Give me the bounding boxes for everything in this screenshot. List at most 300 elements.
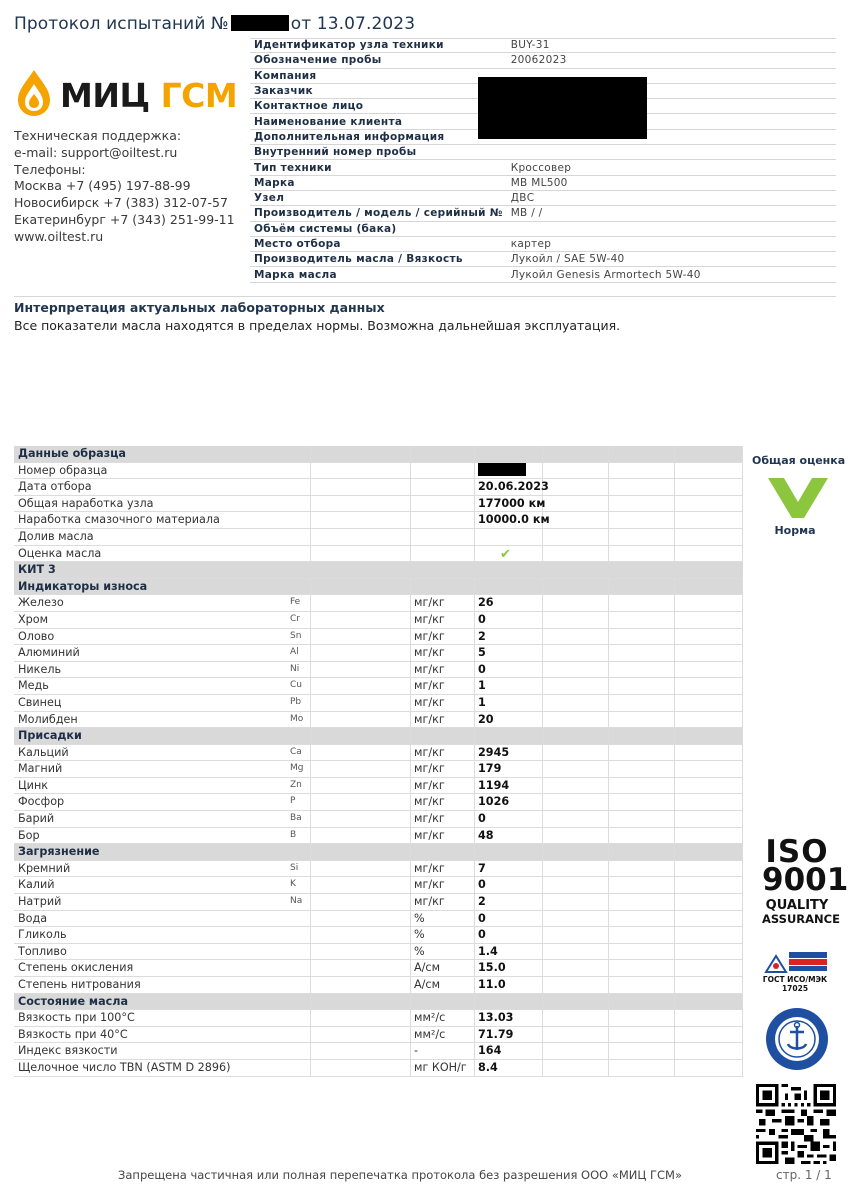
grid-line [608,894,609,910]
info-value [507,221,836,236]
row-unit: мг/кг [414,629,445,643]
row-value: 48 [478,828,494,842]
grid-line [474,479,475,495]
grid-line [410,1010,411,1026]
grid-line [674,612,675,628]
grid-line [542,778,543,794]
grid-line [410,894,411,910]
row-label: Калий [18,878,55,892]
grid-line [542,960,543,976]
info-label: Дополнительная информация [250,129,507,144]
grid-line [310,629,311,645]
row-value: 0 [478,662,486,676]
contacts-block [14,128,235,246]
row-label: Общая наработка узла [18,496,154,510]
grid-line [742,695,743,711]
grid-line [410,546,411,562]
redaction-block [231,15,289,31]
row-value: 0 [478,928,486,942]
grid-line [674,778,675,794]
grid-line [310,446,311,462]
row-unit: мг/кг [414,712,445,726]
grid-line [410,463,411,479]
info-label: Тип техники [250,160,507,175]
grid-line [310,678,311,694]
grid-line [674,1060,675,1076]
qr-code[interactable] [756,1084,836,1164]
grid-line [474,712,475,728]
grid-line [410,977,411,993]
section-header [14,728,743,745]
table-row [14,629,743,646]
grid-line [742,844,743,860]
info-label: Наименование клиента [250,114,507,129]
grid-line [742,1043,743,1059]
row-unit: мг/кг [414,895,445,909]
row-label: Магний [18,762,63,776]
table-row [14,745,743,762]
grid-line [742,678,743,694]
table-row [14,1010,743,1027]
grid-line [474,894,475,910]
grid-line [474,678,475,694]
grid-line [474,1043,475,1059]
grid-line [608,728,609,744]
grid-line [742,811,743,827]
grid-line [474,761,475,777]
grid-line [474,844,475,860]
assessment-status: Норма [774,524,816,537]
info-value: Лукойл Genesis Armortech 5W-40 [507,267,836,282]
grid-line [608,745,609,761]
grid-line [474,960,475,976]
brand-name: МИЦ ГСМ [60,76,238,115]
grid-line [608,612,609,628]
grid-line [742,728,743,744]
table-row [14,463,743,480]
row-unit: мг/кг [414,828,445,842]
info-value: BUY-31 [507,38,836,53]
grid-line [474,1060,475,1076]
table-row [14,828,743,845]
contact-phone: Екатеринбург +7 (343) 251-99-11 [14,211,235,227]
grid-line [474,695,475,711]
row-label: Вязкость при 100°С [18,1011,135,1025]
assessment-title: Общая оценка [752,454,846,467]
row-label: Долив масла [18,529,94,543]
row-value: 20.06.2023 [478,480,549,494]
grid-line [674,894,675,910]
grid-line [674,944,675,960]
info-row [250,267,836,282]
row-label: Топливо [18,944,67,958]
grid-line [310,811,311,827]
row-label: Олово [18,629,55,643]
grid-line [310,794,311,810]
grid-line [474,794,475,810]
grid-line [474,629,475,645]
grid-line [674,794,675,810]
grid-line [542,446,543,462]
grid-line [310,894,311,910]
row-unit: мм²/с [414,1011,446,1025]
section-title: Загрязнение [18,845,100,859]
row-value: 2 [478,629,486,643]
grid-line [310,728,311,744]
row-label: Натрий [18,895,62,909]
grid-line [310,496,311,512]
row-value: 1 [478,679,486,693]
grid-line [742,977,743,993]
grid-line [474,811,475,827]
info-row [250,145,836,160]
element-symbol: Mg [290,763,304,774]
grid-line [674,844,675,860]
info-row [250,53,836,68]
grid-line [474,927,475,943]
grid-line [542,662,543,678]
grid-line [310,695,311,711]
grid-line [474,595,475,611]
info-value [507,145,836,160]
row-unit: А/см [414,978,441,991]
interpretation-text: Все показатели масла находятся в пределах нормы. Возможна дальнейшая эксплуатация. [14,318,621,333]
grid-line [542,463,543,479]
grid-line [742,579,743,595]
info-value: картер [507,236,836,251]
element-symbol: Al [290,647,299,658]
row-value: 20 [478,712,494,726]
grid-line [310,911,311,927]
grid-line [310,861,311,877]
grid-line [742,529,743,545]
grid-line [474,877,475,893]
grid-line [542,911,543,927]
sample-info-table [250,38,836,283]
page-title: Протокол испытаний № от 13.07.2023 [14,14,416,34]
row-value: 7 [478,861,486,875]
row-value: 1194 [478,778,510,792]
checkmark-icon [766,474,830,520]
grid-line [542,811,543,827]
row-label: Кремний [18,861,71,875]
element-symbol: B [290,829,297,840]
grid-line [542,944,543,960]
grid-line [474,645,475,661]
info-label: Марка [250,175,507,190]
element-symbol: Ca [290,746,302,757]
info-label: Узел [250,190,507,205]
info-row [250,175,836,190]
grid-line [542,579,543,595]
grid-line [608,712,609,728]
grid-line [608,778,609,794]
grid-line [410,811,411,827]
table-row [14,595,743,612]
grid-line [410,861,411,877]
table-row [14,529,743,546]
info-label: Внутренний номер пробы [250,145,507,160]
grid-line [410,794,411,810]
section-title: Состояние масла [18,994,129,1008]
grid-line [474,529,475,545]
grid-line [608,977,609,993]
grid-line [410,844,411,860]
row-label: Алюминий [18,646,80,660]
row-unit: мг/кг [414,662,445,676]
table-row [14,546,743,563]
grid-line [410,629,411,645]
grid-line [542,861,543,877]
section-title: Данные образца [18,447,126,460]
info-label: Обозначение пробы [250,53,507,68]
grid-line [608,1027,609,1043]
grid-line [674,529,675,545]
grid-line [410,529,411,545]
grid-line [608,811,609,827]
grid-line [674,1010,675,1026]
accreditation-caption: ГОСТ ИСО/МЭК 17025 [762,975,828,993]
table-row [14,1060,743,1077]
row-value: 2945 [478,745,510,759]
grid-line [608,479,609,495]
grid-line [608,844,609,860]
element-symbol: K [290,879,296,890]
element-symbol: Zn [290,779,302,790]
row-value: 71.79 [478,1027,514,1041]
grid-line [608,877,609,893]
grid-line [542,1027,543,1043]
info-row [250,221,836,236]
row-label: Фосфор [18,795,65,809]
row-unit: мг/кг [414,745,445,759]
grid-line [542,761,543,777]
grid-line [474,828,475,844]
grid-line [742,745,743,761]
grid-line [410,579,411,595]
table-row [14,911,743,928]
grid-line [742,911,743,927]
grid-line [474,1010,475,1026]
table-row [14,927,743,944]
row-unit: % [414,911,425,925]
grid-line [474,612,475,628]
info-row [250,38,836,53]
grid-line [410,745,411,761]
row-label: Кальций [18,745,69,759]
row-unit: - [414,1044,419,1058]
table-row [14,1043,743,1060]
grid-line [674,496,675,512]
table-row [14,877,743,894]
grid-line [310,844,311,860]
row-unit: мг/кг [414,612,445,626]
row-label: Гликоль [18,928,67,942]
grid-line [310,612,311,628]
grid-line [310,944,311,960]
divider [14,296,836,297]
grid-line [542,629,543,645]
grid-line [608,629,609,645]
grid-line [742,794,743,810]
grid-line [742,960,743,976]
grid-line [742,894,743,910]
grid-line [674,712,675,728]
grid-line [608,828,609,844]
grid-line [310,960,311,976]
table-row [14,944,743,961]
grid-line [742,446,743,462]
grid-line [310,828,311,844]
grid-line [410,678,411,694]
grid-line [742,861,743,877]
grid-line [674,645,675,661]
table-row [14,811,743,828]
iso-9001-badge: ISO 9001 QUALITY ASSURANCE [762,834,849,926]
page-number: стр. 1 / 1 [776,1168,832,1182]
grid-line [674,546,675,562]
row-value: 179 [478,762,502,776]
grid-line [742,1027,743,1043]
row-unit: мг/кг [414,878,445,892]
grid-line [410,479,411,495]
grid-line [742,761,743,777]
row-unit: мг/кг [414,812,445,826]
grid-line [410,911,411,927]
grid-line [542,695,543,711]
table-row [14,761,743,778]
table-row [14,1027,743,1044]
grid-line [742,595,743,611]
table-row [14,894,743,911]
grid-line [542,728,543,744]
grid-line [674,728,675,744]
table-row [14,512,743,529]
table-row [14,778,743,795]
info-label: Производитель масла / Вязкость [250,252,507,267]
grid-line [310,463,311,479]
grid-line [674,1027,675,1043]
grid-line [674,678,675,694]
contact-phone: Москва +7 (495) 197-88-99 [14,178,191,194]
grid-line [474,977,475,993]
grid-line [410,512,411,528]
grid-line [608,994,609,1010]
grid-line [742,645,743,661]
row-label: Дата отбора [18,480,92,494]
grid-line [410,960,411,976]
row-label: Хром [18,612,49,626]
contact-line: Телефоны: [14,161,86,177]
redaction-block [478,463,526,476]
grid-line [542,595,543,611]
row-unit: мг/кг [414,762,445,776]
grid-line [474,463,475,479]
row-unit: % [414,944,425,958]
element-symbol: Sn [290,630,302,641]
contact-email[interactable]: e-mail: support@oiltest.ru [14,144,178,160]
grid-line [542,1060,543,1076]
grid-line [474,579,475,595]
grid-line [608,546,609,562]
grid-line [674,861,675,877]
info-row [250,236,836,251]
row-label: Вода [18,911,48,925]
grid-line [410,612,411,628]
grid-line [742,1010,743,1026]
row-unit: мг/кг [414,679,445,693]
grid-line [310,994,311,1010]
contact-line: Техническая поддержка: [14,128,182,143]
grid-line [542,794,543,810]
info-row [250,190,836,205]
grid-line [310,546,311,562]
grid-line [310,1043,311,1059]
section-header [14,446,743,463]
grid-line [742,629,743,645]
grid-line [542,612,543,628]
info-value: 20062023 [507,53,836,68]
grid-line [542,645,543,661]
section-header [14,844,743,861]
grid-line [742,927,743,943]
info-row [250,252,836,267]
section-header [14,994,743,1011]
grid-line [674,761,675,777]
grid-line [742,612,743,628]
grid-line [674,877,675,893]
info-value: ДВС [507,190,836,205]
grid-line [410,761,411,777]
info-row [250,160,836,175]
info-label: Контактное лицо [250,99,507,114]
row-label: Вязкость при 40°С [18,1027,128,1041]
info-value: MB / / [507,206,836,221]
grid-line [608,446,609,462]
table-row [14,479,743,496]
table-row [14,794,743,811]
element-symbol: Mo [290,713,304,724]
grid-line [742,994,743,1010]
info-label: Компания [250,68,507,83]
grid-line [674,960,675,976]
grid-line [674,446,675,462]
contact-website[interactable]: www.oiltest.ru [14,228,104,244]
info-value: Кроссовер [507,160,836,175]
grid-line [674,512,675,528]
row-label: Номер образца [18,463,108,477]
grid-line [310,645,311,661]
grid-line [410,662,411,678]
footer-notice: Запрещена частичная или полная перепечатка протокола без разрешения ООО «МИЦ ГСМ» [118,1168,682,1182]
grid-line [608,960,609,976]
row-label: Оценка масла [18,546,102,560]
grid-line [608,911,609,927]
grid-line [608,595,609,611]
grid-line [542,877,543,893]
checkmark-icon: ✔ [500,546,511,562]
row-value: 0 [478,878,486,892]
row-value: 1.4 [478,944,498,958]
row-label: Щелочное число TBN (ASTM D 2896) [18,1060,231,1074]
row-value: 177000 км [478,496,546,510]
element-symbol: P [290,796,296,807]
grid-line [474,994,475,1010]
table-row [14,496,743,513]
grid-line [742,877,743,893]
grid-line [608,1043,609,1059]
grid-line [608,645,609,661]
